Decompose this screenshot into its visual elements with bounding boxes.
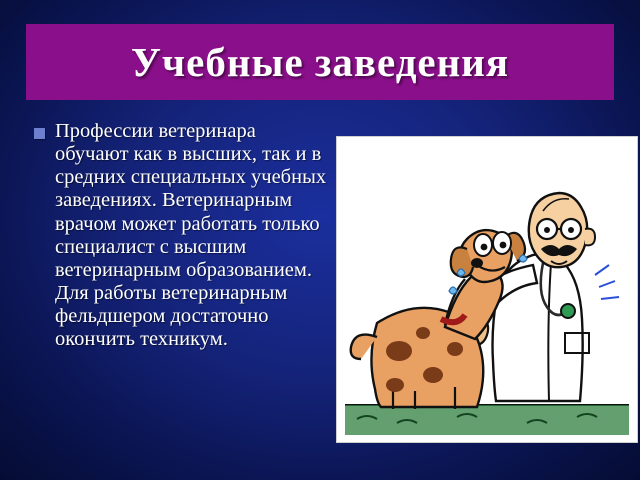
cartoon-illustration (337, 137, 637, 442)
slide-content (26, 112, 614, 452)
page-title: Учебные заведения (130, 39, 510, 85)
bullet-list-item (34, 120, 334, 352)
square-bullet-icon (34, 128, 45, 139)
slide-title-band (26, 24, 614, 100)
veterinarian-with-dog-cartoon (336, 136, 638, 443)
body-paragraph: Профессии ветеринара обучают как в высших, так и в средних специальных учебных заведениях. Ветеринарным врачом может работать только специалист с высшим ветеринарным образованием. Для работы ветеринарным фельдшером достаточно окончить техникум. (55, 120, 327, 351)
